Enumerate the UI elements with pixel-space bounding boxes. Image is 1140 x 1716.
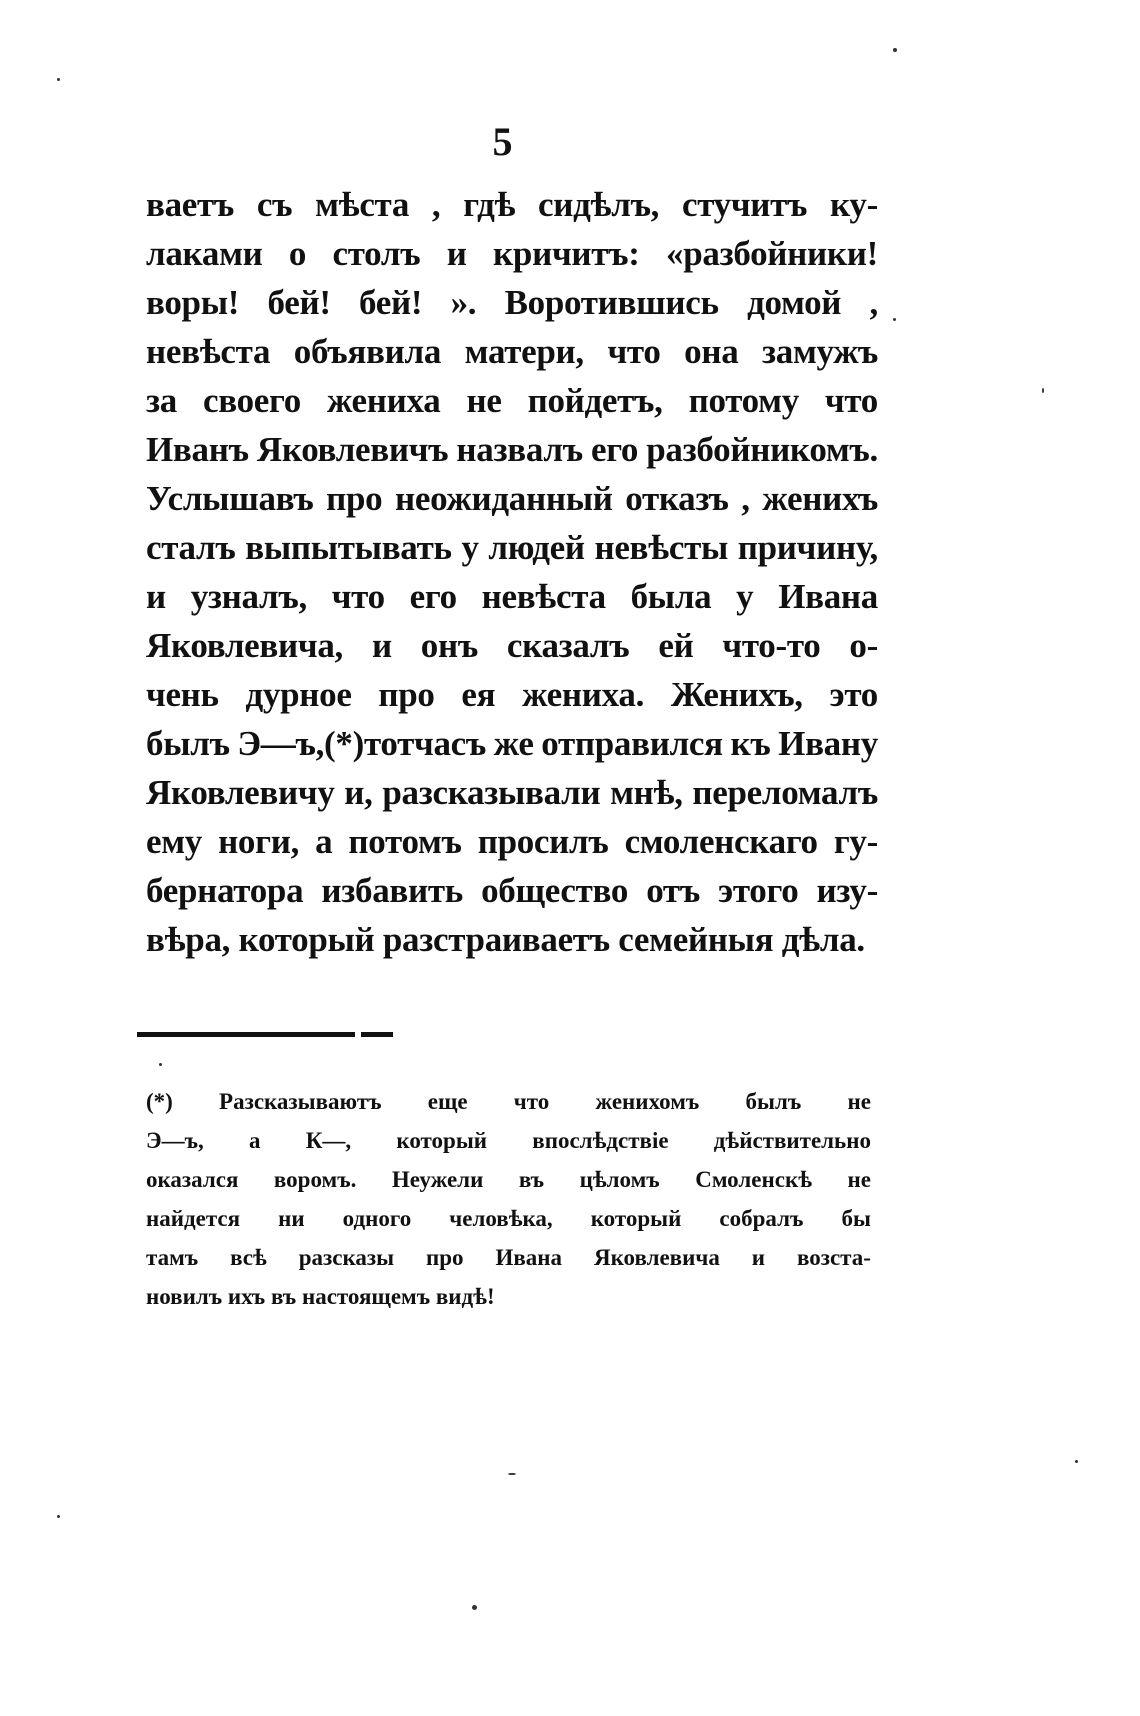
text-line	[146, 376, 878, 425]
footnote-line	[146, 1238, 871, 1277]
word: возста-	[796, 1245, 871, 1270]
word: о-	[849, 626, 878, 665]
word: про	[426, 1245, 464, 1270]
word: разсказы	[298, 1245, 395, 1270]
word: людей	[488, 528, 585, 567]
word: воромъ.	[273, 1167, 357, 1192]
word: замужъ	[762, 332, 878, 371]
word: ни	[278, 1206, 305, 1231]
text-line	[146, 229, 878, 278]
word: Э—ъ,	[146, 1128, 204, 1153]
word: просилъ	[477, 822, 609, 861]
word: же	[493, 724, 534, 763]
word: ноги,	[218, 822, 300, 861]
word: невѣсты	[594, 528, 729, 567]
word: чень	[146, 675, 219, 714]
word: мѣста	[315, 185, 410, 224]
word: который	[590, 1206, 682, 1231]
word: К—,	[305, 1128, 352, 1153]
word: дѣйствительно	[713, 1128, 871, 1153]
word: и,	[344, 773, 373, 812]
word: ,	[431, 185, 441, 224]
word: онъ	[420, 626, 478, 665]
word: у	[461, 528, 479, 567]
word: была	[630, 577, 712, 616]
word: былъ	[745, 1089, 802, 1114]
word: ».	[450, 283, 477, 322]
word: домой	[747, 283, 842, 322]
text-line	[146, 768, 878, 817]
text-line	[146, 180, 878, 229]
word: съ	[256, 185, 293, 224]
word: отправился	[541, 724, 723, 763]
word: разбойникомъ.	[646, 430, 878, 469]
word: человѣка,	[449, 1206, 553, 1231]
word: къ	[730, 724, 771, 763]
word: оказался	[146, 1167, 239, 1192]
word: (*)	[146, 1089, 173, 1114]
word: бей!	[359, 283, 423, 322]
word: изу-	[816, 871, 878, 910]
word: матери,	[464, 332, 584, 371]
word: Яковлевичу	[146, 773, 335, 812]
word: неожиданный	[394, 479, 613, 518]
word: ея	[461, 675, 496, 714]
footnote-line	[146, 1199, 871, 1238]
word: что	[824, 381, 878, 420]
word: невѣста	[481, 577, 606, 616]
text-line	[146, 817, 878, 866]
word: его	[409, 577, 457, 616]
scan-speck	[893, 48, 897, 52]
text-line	[146, 474, 878, 523]
main-text-block	[146, 180, 878, 964]
word: Смоленскѣ	[695, 1167, 812, 1192]
word: пойдетъ,	[527, 381, 663, 420]
word: Яковлевича,	[146, 626, 343, 665]
word: Ивану	[778, 724, 878, 763]
word: ваетъ	[146, 185, 235, 224]
word: узналъ,	[190, 577, 307, 616]
word: Женихъ,	[670, 675, 803, 714]
word: воры!	[146, 283, 240, 322]
word: одного	[342, 1206, 412, 1231]
word: впослѣдствіе	[532, 1128, 669, 1153]
word: что	[513, 1089, 550, 1114]
word: это	[829, 675, 878, 714]
word: Яковлевичъ	[256, 430, 449, 469]
word: собралъ	[719, 1206, 804, 1231]
word: Неужели	[391, 1167, 484, 1192]
word: про	[326, 479, 383, 518]
word: «разбойники!	[666, 234, 878, 273]
word: что	[331, 577, 385, 616]
scan-speck	[57, 78, 60, 81]
word: ,	[741, 479, 750, 518]
text-line	[146, 670, 878, 719]
word: и	[751, 1245, 766, 1270]
word: Ивана	[778, 577, 878, 616]
word: о	[288, 234, 307, 273]
word: ку-	[830, 185, 878, 224]
word: ей	[658, 626, 694, 665]
word: отъ	[646, 871, 700, 910]
word: сталъ	[146, 528, 236, 567]
word: сидѣлъ,	[538, 185, 660, 224]
text-line	[146, 866, 878, 915]
scan-speck	[57, 1515, 60, 1518]
word: всѣ	[230, 1245, 267, 1270]
scan-speck	[1042, 388, 1044, 393]
text-line	[146, 523, 878, 572]
text-line	[146, 719, 878, 768]
word: потомъ	[348, 822, 462, 861]
word: найдется	[146, 1206, 241, 1231]
page-number: 5	[492, 119, 513, 164]
word: переломалъ	[692, 773, 878, 812]
word: она	[684, 332, 739, 371]
word: про	[378, 675, 435, 714]
word: разсказывали	[382, 773, 601, 812]
word: гдѣ	[463, 185, 516, 224]
word: бей!	[267, 283, 331, 322]
word: этого	[718, 871, 799, 910]
word: жениха	[326, 381, 441, 420]
word: въ	[518, 1167, 545, 1192]
footnote-line	[146, 1160, 871, 1199]
word: его	[590, 430, 639, 469]
word: общество	[481, 871, 629, 910]
word: былъ	[146, 724, 230, 763]
word: столъ	[332, 234, 421, 273]
footnote-line	[146, 1082, 871, 1121]
word: не	[466, 381, 502, 420]
word: и	[146, 577, 166, 616]
word: у	[736, 577, 754, 616]
word: стучитъ	[681, 185, 808, 224]
word: тамъ	[146, 1245, 199, 1270]
word: жениха.	[522, 675, 645, 714]
word: ему	[146, 822, 202, 861]
word: дурное	[245, 675, 352, 714]
scan-speck	[893, 318, 896, 321]
word: не	[847, 1167, 871, 1192]
word: отказъ	[625, 479, 729, 518]
word: что-то	[722, 626, 821, 665]
word: ,	[869, 283, 878, 322]
word: гу-	[833, 822, 878, 861]
word: женихомъ	[595, 1089, 700, 1114]
word: выпытывать	[245, 528, 452, 567]
word: и	[446, 234, 467, 273]
word: Разсказываютъ	[219, 1089, 382, 1114]
word: бы	[841, 1206, 871, 1231]
word: Э—ъ,(*)тотчасъ	[237, 724, 487, 763]
scan-speck	[159, 1063, 162, 1066]
word: сказалъ	[506, 626, 630, 665]
word: что	[607, 332, 661, 371]
word: лаками	[146, 234, 263, 273]
word: Иванъ	[146, 430, 249, 469]
word: своего	[202, 381, 301, 420]
word: который	[396, 1128, 488, 1153]
word: а	[249, 1128, 261, 1153]
word: объявила	[293, 332, 442, 371]
word: не	[847, 1089, 871, 1114]
word: женихъ	[762, 479, 878, 518]
text-line	[146, 278, 878, 327]
word: Яковлевича	[593, 1245, 720, 1270]
word: потому	[688, 381, 799, 420]
word: Ивана	[495, 1245, 563, 1270]
word: избавить	[321, 871, 463, 910]
word: и	[371, 626, 392, 665]
word: причину,	[737, 528, 878, 567]
word: за	[146, 381, 177, 420]
footnote-divider	[137, 1032, 393, 1037]
word: кричитъ:	[493, 234, 640, 273]
text-line	[146, 621, 878, 670]
word: Услышавъ	[146, 479, 314, 518]
word: назвалъ	[456, 430, 583, 469]
word: невѣста	[146, 332, 271, 371]
footnote-line	[146, 1121, 871, 1160]
word: а	[315, 822, 333, 861]
word: Воротившись	[504, 283, 719, 322]
text-line-last: вѣра, который разстраиваетъ семейныя дѣла.	[146, 920, 865, 959]
scan-speck	[508, 1473, 516, 1475]
footnote-line-last: новилъ ихъ въ настоящемъ видѣ!	[146, 1284, 495, 1309]
text-line	[146, 425, 878, 474]
text-line	[146, 327, 878, 376]
text-line	[146, 572, 878, 621]
word: мнѣ,	[610, 773, 683, 812]
word: смоленскаго	[624, 822, 818, 861]
scan-speck	[1075, 1460, 1078, 1463]
scan-speck	[472, 1605, 477, 1610]
footnote-block	[146, 1082, 871, 1316]
word: бернатора	[146, 871, 304, 910]
word: цѣломъ	[579, 1167, 660, 1192]
word: еще	[427, 1089, 468, 1114]
